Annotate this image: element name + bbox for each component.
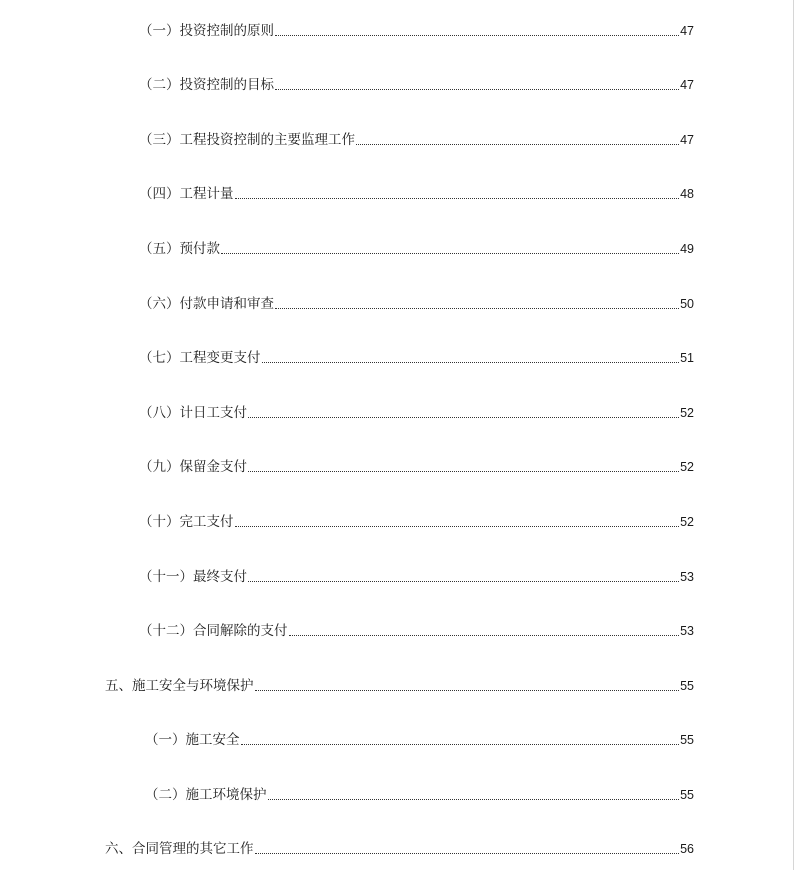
toc-entry-title: （三）工程投资控制的主要监理工作	[139, 132, 355, 148]
toc-entry-page: 52	[680, 406, 694, 420]
toc-entry-page: 52	[680, 515, 694, 529]
toc-leader-dots	[275, 22, 679, 40]
toc-leader-dots	[235, 513, 680, 531]
toc-entry-page: 55	[680, 733, 694, 747]
toc-leader-dots	[235, 185, 680, 203]
toc-entry-page: 56	[680, 842, 694, 856]
toc-entry[interactable]	[139, 345, 694, 367]
toc-entry[interactable]	[139, 618, 694, 640]
toc-entry[interactable]	[145, 782, 694, 804]
toc-entry-title: 五、施工安全与环境保护	[105, 678, 254, 694]
toc-entry-page: 50	[680, 297, 694, 311]
toc-leader-dots	[221, 240, 679, 258]
toc-entry[interactable]	[139, 400, 694, 422]
toc-entry-page: 47	[680, 78, 694, 92]
toc-entry[interactable]	[105, 673, 694, 695]
toc-entry-title: （二）施工环境保护	[145, 787, 267, 803]
toc-entry[interactable]	[139, 454, 694, 476]
toc-entry[interactable]	[139, 236, 694, 258]
toc-entry-title: （二）投资控制的目标	[139, 77, 274, 93]
toc-entry-title: （八）计日工支付	[139, 405, 247, 421]
toc-leader-dots	[255, 840, 680, 858]
toc-leader-dots	[248, 458, 679, 476]
toc-leader-dots	[356, 131, 679, 149]
toc-entry-page: 55	[680, 679, 694, 693]
toc-entry[interactable]	[139, 72, 694, 94]
toc-entry-title: （一）投资控制的原则	[139, 23, 274, 39]
toc-leader-dots	[248, 568, 679, 586]
toc-entry-page: 51	[680, 351, 694, 365]
toc-entry[interactable]	[139, 564, 694, 586]
toc-entry-page: 49	[680, 242, 694, 256]
toc-entry-page: 55	[680, 788, 694, 802]
toc-entry-title: （十一）最终支付	[139, 569, 247, 585]
toc-entry-page: 53	[680, 624, 694, 638]
toc-leader-dots	[241, 731, 680, 749]
toc-entry-page: 52	[680, 460, 694, 474]
toc-entry[interactable]	[145, 727, 694, 749]
toc-entry-page: 47	[680, 133, 694, 147]
toc-entry[interactable]	[139, 291, 694, 313]
toc-entry-title: （四）工程计量	[139, 186, 234, 202]
toc-entry-page: 47	[680, 24, 694, 38]
toc-entry[interactable]	[139, 181, 694, 203]
toc-leader-dots	[262, 349, 680, 367]
toc-entry[interactable]	[105, 836, 694, 858]
toc-leader-dots	[248, 404, 679, 422]
page-edge-divider	[793, 0, 794, 870]
toc-entry-title: （七）工程变更支付	[139, 350, 261, 366]
toc-entry-title: （六）付款申请和审查	[139, 296, 274, 312]
toc-entry-title: （十二）合同解除的支付	[139, 623, 288, 639]
toc-entry[interactable]	[139, 18, 694, 40]
toc-leader-dots	[275, 76, 679, 94]
toc-entry-page: 48	[680, 187, 694, 201]
toc-entry-title: 六、合同管理的其它工作	[105, 841, 254, 857]
toc-entry[interactable]	[139, 127, 694, 149]
toc-entry-title: （五）预付款	[139, 241, 220, 257]
toc-entry[interactable]	[139, 509, 694, 531]
toc-entry-title: （九）保留金支付	[139, 459, 247, 475]
toc-leader-dots	[275, 295, 679, 313]
toc-entry-title: （一）施工安全	[145, 732, 240, 748]
toc-entry-page: 53	[680, 570, 694, 584]
toc-leader-dots	[289, 622, 680, 640]
toc-leader-dots	[268, 786, 680, 804]
toc-leader-dots	[255, 677, 680, 695]
toc-entry-title: （十）完工支付	[139, 514, 234, 530]
